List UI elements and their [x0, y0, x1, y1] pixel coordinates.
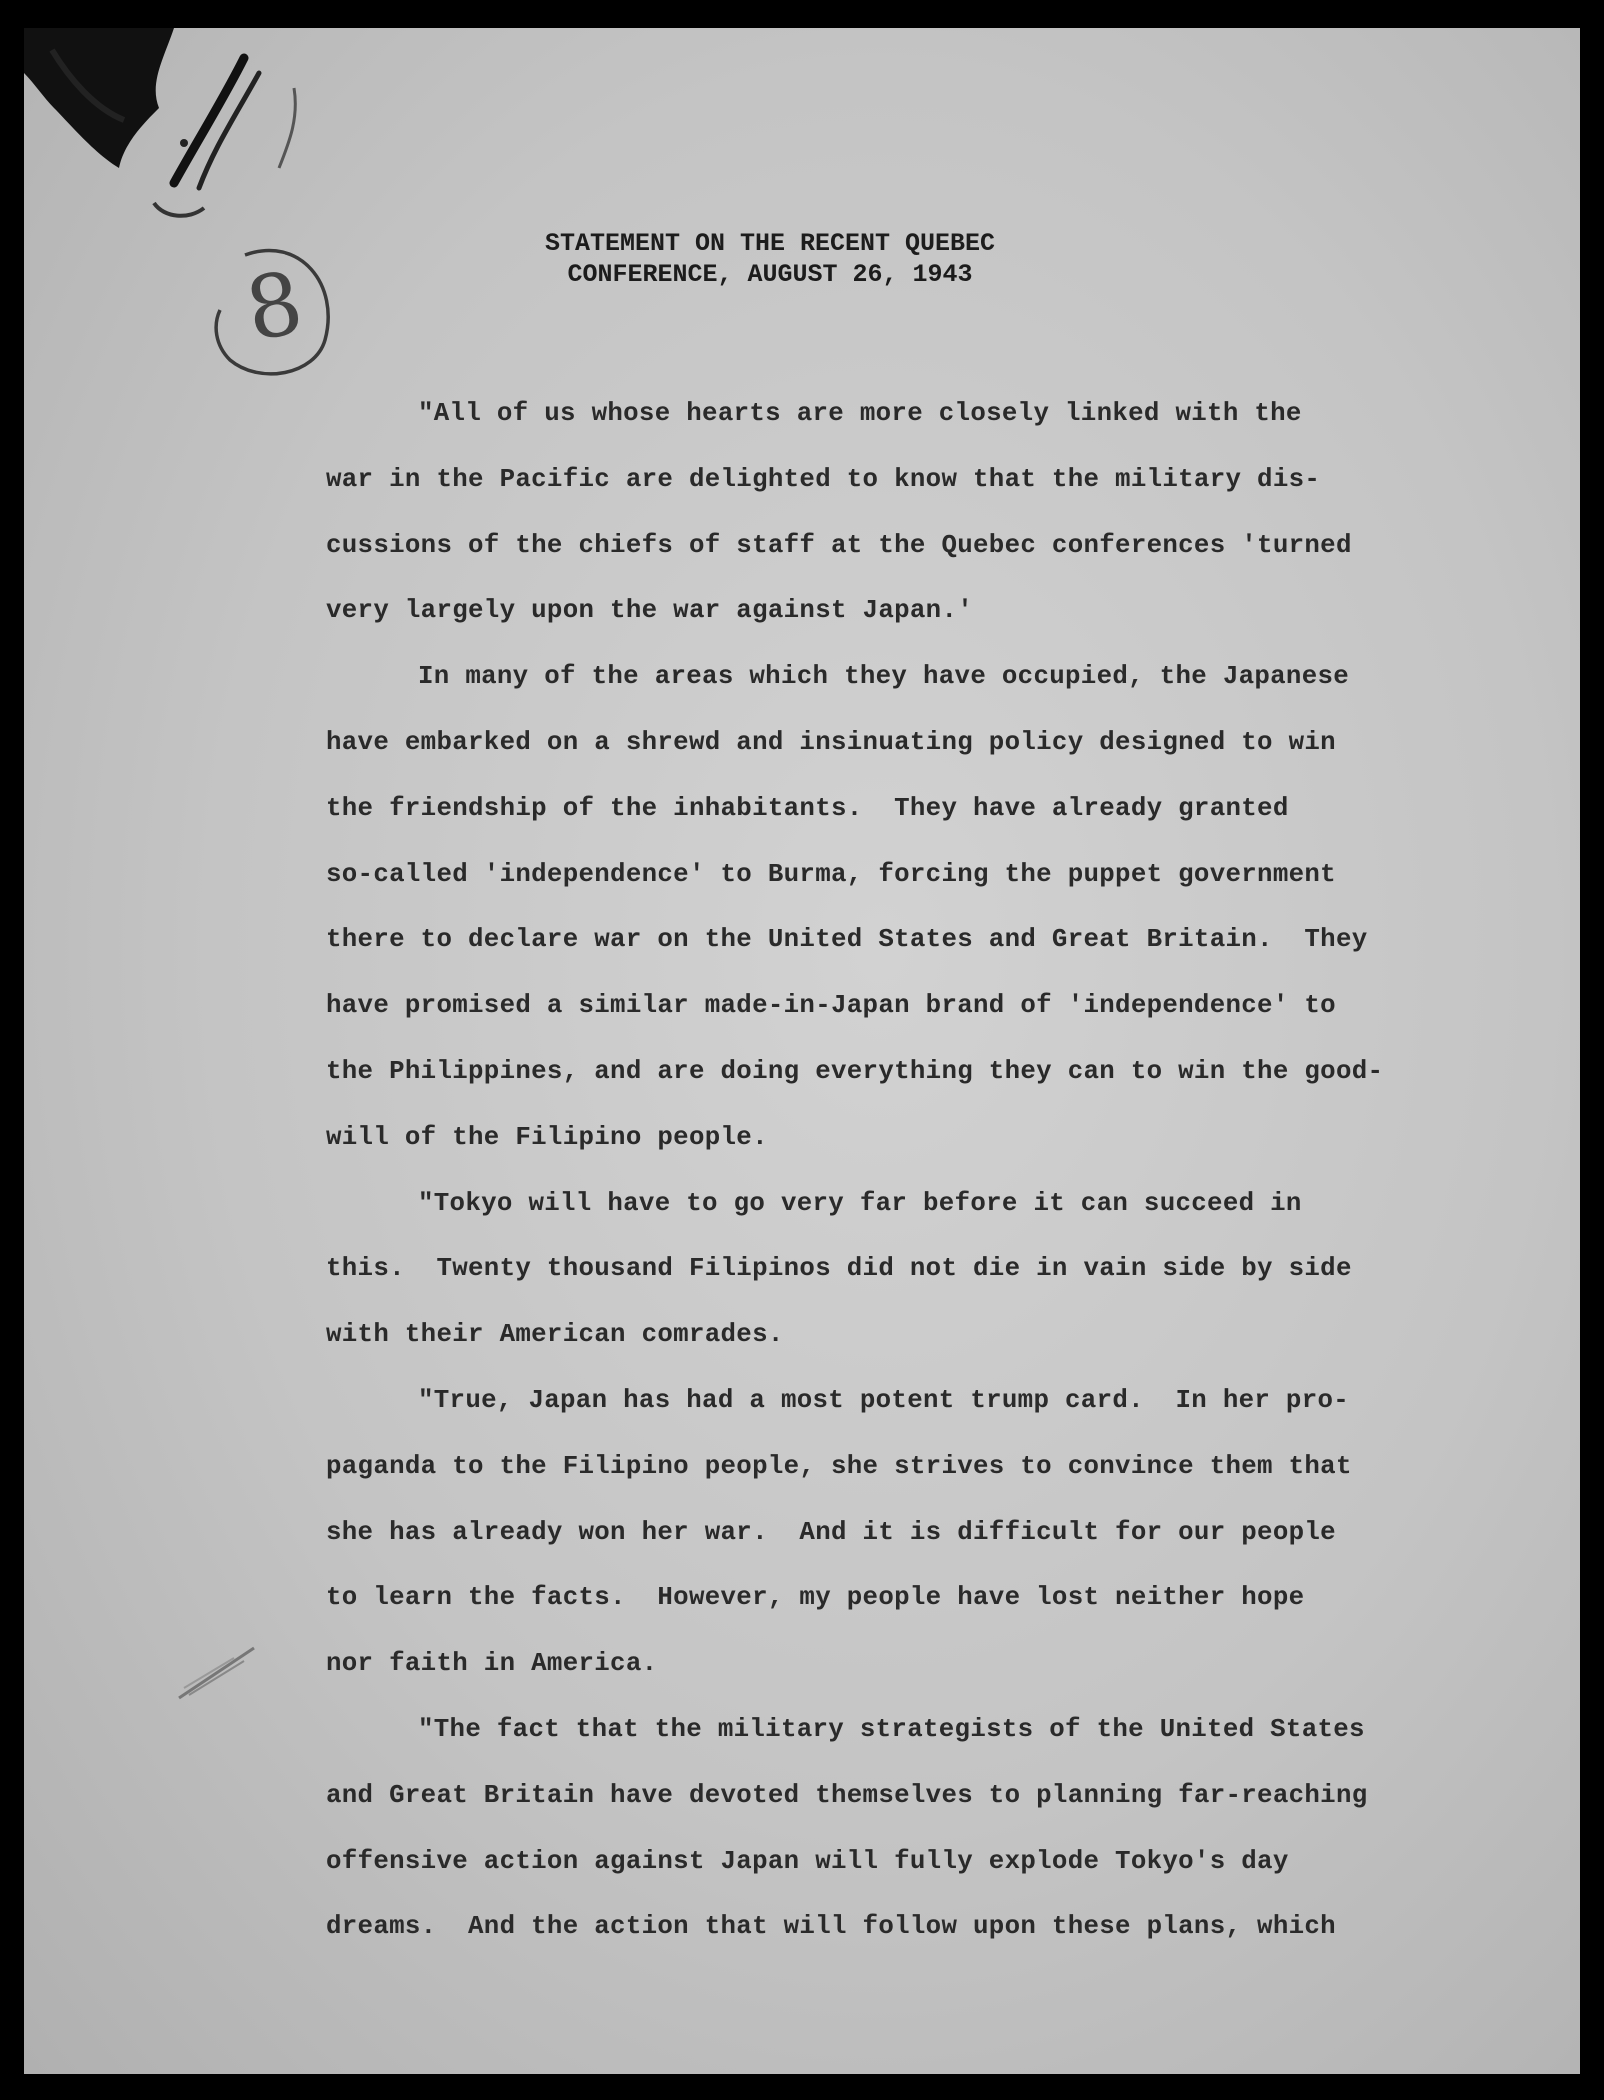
text-line: In many of the areas which they have occupied, the Japanese	[418, 662, 1350, 692]
text-line: "All of us whose hearts are more closely linked with the	[418, 399, 1302, 428]
text-line: there to declare war on the United States and Great Britain. They	[326, 925, 1368, 955]
text-line: and Great Britain have devoted themselves to planning far-reaching	[326, 1780, 1368, 1810]
page-number: 8	[238, 253, 310, 361]
text-line: so-called 'independence' to Burma, forcing the puppet government	[326, 859, 1336, 889]
paragraph	[326, 1171, 1406, 1368]
text-line: "Tokyo will have to go very far before it can succeed in	[418, 1188, 1302, 1218]
text-line: dreams. And the action that will follow upon these plans, which	[326, 1912, 1336, 1942]
text-line: have embarked on a shrewd and insinuating policy designed to win	[326, 727, 1336, 757]
text-line: the friendship of the inhabitants. They have already granted	[326, 793, 1289, 823]
document-title	[0, 228, 1604, 290]
text-line: offensive action against Japan will fully explode Tokyo's day	[326, 1846, 1289, 1876]
text-line: "The fact that the military strategists of the United States	[418, 1714, 1365, 1744]
paragraph	[326, 1697, 1406, 1960]
title-line: STATEMENT ON THE RECENT QUEBEC	[544, 229, 996, 258]
paragraph	[326, 644, 1406, 1170]
text-line: the Philippines, and are doing everything they can to win the good-	[326, 1056, 1384, 1086]
paragraph	[326, 381, 1406, 644]
title-line: CONFERENCE, AUGUST 26, 1943	[567, 260, 973, 289]
text-line: will of the Filipino people.	[326, 1122, 768, 1152]
document-body	[326, 381, 1406, 1960]
paragraph	[326, 1368, 1406, 1697]
text-line: she has already won her war. And it is difficult for our people	[326, 1517, 1336, 1547]
text-line: with their American comrades.	[326, 1320, 784, 1350]
text-line: have promised a similar made-in-Japan brand of 'independence' to	[326, 991, 1336, 1021]
text-line: nor faith in America.	[326, 1649, 658, 1679]
text-line: war in the Pacific are delighted to know that the military dis-	[326, 464, 1321, 494]
text-line: very largely upon the war against Japan.'	[326, 596, 974, 626]
text-line: cussions of the chiefs of staff at the Quebec conferences 'turned	[326, 530, 1352, 560]
pencil-smudge	[174, 1643, 264, 1703]
text-line: "True, Japan has had a most potent trump card. In her pro-	[418, 1385, 1350, 1415]
text-line: paganda to the Filipino people, she strives to convince them that	[326, 1451, 1352, 1481]
text-line: to learn the facts. However, my people have lost neither hope	[326, 1583, 1305, 1613]
text-line: this. Twenty thousand Filipinos did not die in vain side by side	[326, 1254, 1352, 1284]
